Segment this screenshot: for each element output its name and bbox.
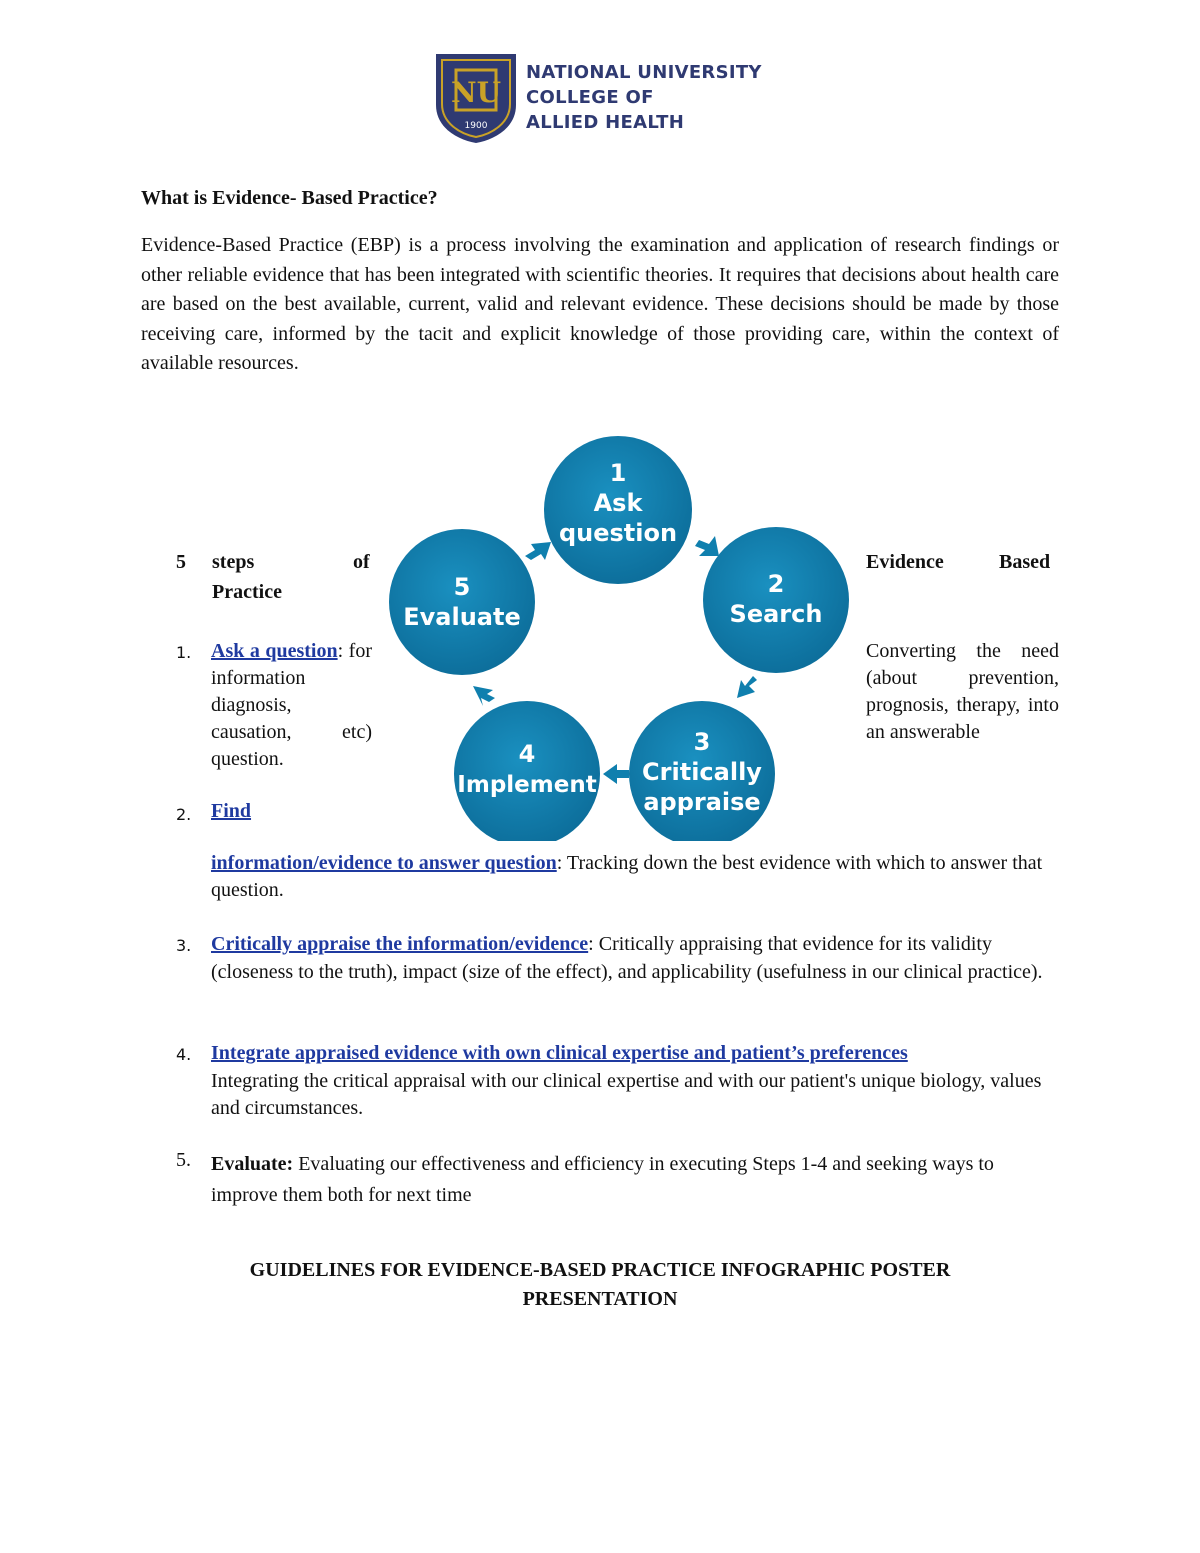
guidelines-line-2: PRESENTATION <box>522 1288 678 1310</box>
arrow-5-to-1-icon <box>525 542 551 560</box>
ebp-cycle-diagram <box>385 436 855 841</box>
step-3-description: : Critically appraising that evidence for its validity (closeness to the truth), impact (size of the effect), and applicability (usefulness in our clinical practice). <box>211 933 1043 983</box>
guidelines-line-1: GUIDELINES FOR EVIDENCE-BASED PRACTICE INFOGRAPHIC POSTER <box>249 1259 951 1281</box>
step-3-label-line-1: Critically <box>642 758 762 786</box>
step-3-text <box>211 931 1059 986</box>
institution-line-2: COLLEGE OF <box>526 87 654 108</box>
step-1-label-line-1: Ask <box>593 489 643 517</box>
steps-heading-word: Practice <box>212 581 282 603</box>
institution-name <box>526 60 762 135</box>
step-2-link-part-2[interactable]: information/evidence to answer question <box>211 852 557 874</box>
step-4-link[interactable]: Integrate appraised evidence with own clinical expertise and patient’s preferences <box>211 1042 908 1064</box>
list-number: 3. <box>176 936 192 955</box>
arrow-1-to-2-icon <box>695 536 719 556</box>
step-1-label-line-2: question <box>558 519 678 547</box>
step-1-description-left: for information diagnosis, causation, etc) question. <box>211 640 372 770</box>
step-5-label-line-1: Evaluate <box>403 603 521 631</box>
step-5-number: 5 <box>453 573 471 601</box>
guidelines-heading <box>141 1256 1059 1314</box>
steps-heading-word: of <box>353 551 370 573</box>
steps-heading-word: steps <box>212 551 255 573</box>
list-number: 5. <box>176 1149 191 1171</box>
step-4-text <box>211 1040 1059 1123</box>
step-1-link[interactable]: Ask a question <box>211 640 338 662</box>
institution-line-1: NATIONAL UNIVERSITY <box>526 62 762 83</box>
logo-year: 1900 <box>464 121 488 131</box>
logo-monogram: NU <box>450 76 502 109</box>
cycle-step-3 <box>629 701 775 841</box>
step-2-number: 2 <box>767 570 785 598</box>
cycle-step-5 <box>389 529 535 675</box>
step-2-text <box>211 850 1059 904</box>
institution-logo <box>430 50 762 145</box>
list-number: 4. <box>176 1045 192 1064</box>
cycle-step-4 <box>454 701 600 841</box>
step-1-text-left <box>211 638 372 773</box>
section-title: What is Evidence- Based Practice? <box>141 187 438 209</box>
cycle-step-2 <box>703 527 849 673</box>
step-3-number: 3 <box>693 728 711 756</box>
intro-paragraph: Evidence-Based Practice (EBP) is a process involving the examination and application of research findings or other reliable evidence that has been integrated with scientific theories. It requires that decisions about health care are based on the best available, current, valid and relevant evidence. These decisions should be made by those receiving care, informed by the tacit and explicit knowledge of those providing care, within the context of available resources. <box>141 234 1059 374</box>
step-1-separator: : <box>337 640 344 662</box>
step-5-text <box>211 1149 1059 1211</box>
list-number: 1. <box>176 643 192 662</box>
step-5-label: Evaluate: <box>211 1153 294 1175</box>
step-1-description-right: Converting the need (about prevention, prognosis, therapy, into an answerable <box>866 640 1059 743</box>
arrow-3-to-4-icon <box>603 764 629 784</box>
step-2-description: : Tracking down the best evidence with which to answer that question. <box>211 852 1043 901</box>
steps-heading-word: Based <box>999 551 1051 573</box>
step-3-link[interactable]: Critically appraise the information/evidence <box>211 933 589 955</box>
step-3-label-line-2: appraise <box>643 788 761 816</box>
cycle-step-1 <box>544 436 692 584</box>
list-number: 2. <box>176 805 192 824</box>
steps-heading-word: Evidence <box>866 551 944 573</box>
institution-line-3: ALLIED HEALTH <box>526 112 685 133</box>
university-shield-icon <box>430 50 522 145</box>
step-1-number: 1 <box>609 459 627 487</box>
step-4-number: 4 <box>518 740 536 768</box>
steps-heading-number: 5 <box>176 551 186 573</box>
step-4-label-line-1: Implement <box>457 772 597 798</box>
step-2-label-line-1: Search <box>729 600 823 628</box>
step-5-description: Evaluating our effectiveness and efficiency in executing Steps 1-4 and seeking ways to improve them both for next time <box>211 1153 994 1206</box>
arrow-4-to-5-icon <box>473 686 495 706</box>
arrow-2-to-3-icon <box>737 676 757 698</box>
step-2-link-part-1[interactable]: Find <box>211 800 252 822</box>
step-4-description: Integrating the critical appraisal with our clinical expertise and with our patient's unique biology, values and circumstances. <box>211 1069 1042 1119</box>
